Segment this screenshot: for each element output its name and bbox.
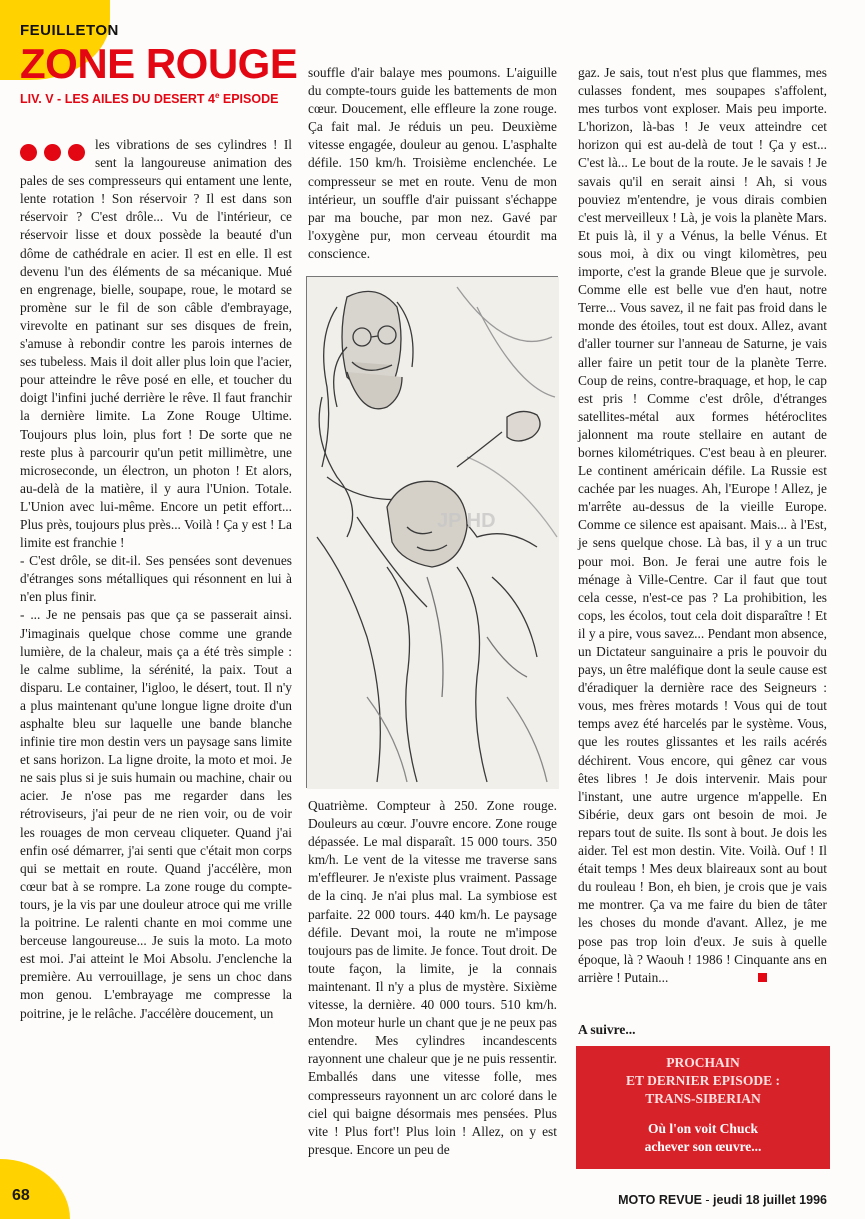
a-suivre-label: A suivre... (578, 1022, 636, 1037)
end-mark-icon (758, 973, 767, 982)
magazine-name: MOTO REVUE (618, 1193, 702, 1207)
paragraph-text: gaz. Je sais, tout n'est plus que flammes, mes culasses fondent, mes soupapes s'affolent, mes turbos vont exploser. Mais peu importe. L'horizon, là-bas ! Je veux atteindre cet horizon qui est au-delà de tout ! Ça y est... C'est là... Le bout de la route. Je le savais ! Je savais qu'il en serait ainsi ! Ah, si vous pouviez m'entendre, je vous dirais combien c'est merveilleux ! Là, je vois la planète Mars. Et puis là, il y a Vénus, la belle Vénus. Et sous moi, à dix ou vingt kilomètres, peu importe, c'est la grande Bleue que je survole. Comme elle est belle vue d'en haut, notre Terre... Vous savez, il ne fait pas froid dans le monde des étoiles, tout est doux. Allez, avant d'aller tourner sur l'anneau de Saturne, je vais aller faire un petit tour de la planète Terre. Coup de reins, contre-braquage, et hop, le cap est pris ! Comme c'est drôle, d'étranges satellites-métal aux formes hétéroclites jalonnent ma route stellaire en autant de bornes kilométriques. C'est beau à en pleurer. Le continent américain défile. La Russie est cachée par les nuages. Ah, l'Europe ! Allez, je m'arrête au-dessus de la vieille Europe. Comme ce silence est apaisant. Mais... à l'Est, je sens quelque chose. Là bas, il y a un truc pour moi. Bon. Je ferai une autre fois le ménage à Ville-Centre. Car il faut que tout cela cesse, n'est-ce pas ? La prohibition, les cops, les écolos, tout cela doit disparaître ! Et il y a pire, vous savez... Pendant mon absence, un Dictateur sanguinaire a pris le pouvoir du pays, un être maléfique dont la seule cause est d'éradiquer la dernière race des Seigneurs : vous, mes frères motards ! Vous qui de tout temps avez été harcelés par le système. Vous, que les routes glissantes et les rails acérés déchirent. Vous encore, qui gênez car vous êtes libres ! Je dois intervenir. Mais pour l'instant, une autre urgence m'appelle. En Sibérie, deux gars ont besoin de moi. Je repars tout de suite. Ils sont à bout. Je dois les aider. Tel est mon destin. Vite. Voilà. Ouf ! Il était temps ! Mes deux blaireaux sont au bout du rouleau ! Bon, eh bien, je crois que je vais me montrer. Ça va me faire du bien de tâter les choses du monde d'avant. Allez, je me pose pas trop loin d'eux. Je suis à quelle époque, là ? Waouh ! 1986 ! Cinquante ans en arrière ! Putain... (578, 65, 827, 985)
paragraph: Quatrième. Compteur à 250. Zone rouge. Douleurs au cœur. J'ouvre encore. Zone rouge dépassée. Le mal disparaît. 15 000 tours. 350 km/h. Le vent de la vitesse me traverse sans m'effleurer. Je n'existe plus vraiment. Passage de la cinq. Je n'ai plus mal. La symbiose est parfaite. 22 000 tours. 440 km/h. Le paysage défile. Devant moi, la route ne m'impose toujours pas de limite. Je fonce. Tout droit. De toute façon, la limite, je la connais maintenant. Il n'y a plus de mystère. Sixième vitesse, la dernière. 40 000 tours. 510 km/h. Mon moteur hurle un chant que je ne peux pas entendre. Mes cylindres incandescents rayonnent une chaleur que je ne puis ressentir. Emballés dans une vitesse folle, mes compresseurs rayonnent un arc coloré dans le ciel qui baigne désormais mes pensées. Plus vite ! Plus fort'! Plus loin ! Allez, on y est presque. Encore un peu de (308, 798, 557, 1157)
footer-separator: - (701, 1193, 714, 1207)
article-subtitle: LIV. V - LES AILES DU DESERT 4e EPISODE (20, 91, 279, 107)
promo-line: PROCHAIN (666, 1055, 740, 1070)
promo-line: Où l'on voit Chuck (648, 1121, 758, 1136)
bullet-dot-icon (44, 144, 61, 161)
footer-credit (618, 1193, 827, 1207)
paragraph: - ... Je ne pensais pas que ça se passerait ainsi. J'imaginais quelque chose comme une grande lumière, de la chaleur, mais ça a été très simple : le calme sublime, la sérénité, la paix. Tout a disparu. Le container, l'igloo, le désert, tout. Il n'y a plus maintenant qu'une longue ligne droite d'un asphalte bleu sur laquelle une bande blanche infinie tire mon destin vers un paysage sans limite et sans horizon. La ligne droite, la moto et moi. Je ne sais plus si je suis humain ou machine, chair ou acier. Je n'ose pas me regarder dans les rétroviseurs, j'ai peur de ne rien voir, ou de voir les rouages de mon cerveau cliqueter. Quand j'ai enfin osé démarrer, j'ai senti que c'était mon corps qui se mettait en route. Quand j'accélère, mon cœur bat à se rompre. La zone rouge du compte-tours, je la vis par une douleur atroce qui me vrille la poitrine. Le ralenti chante en moi comme une berceuse langoureuse... Je suis la moto. La moto est moi. J'ai atteint le Moi Absolu. J'enclenche la première. Au verrouillage, je sens un choc dans mon genou. L'embrayage me compresse la poitrine, je le relâche. J'accélère doucement, un (20, 607, 292, 1021)
bullet-dot-icon (68, 144, 85, 161)
column-1 (20, 136, 292, 1180)
promo-line: TRANS-SIBERIAN (645, 1091, 761, 1106)
paragraph: souffle d'air balaye mes poumons. L'aiguille du compte-tours guide les battements de mon cœur. Doucement, elle effleure la zone rouge. Ça fait mal. Je réduis un peu. Deuxième vitesse engagée, douleur au genou. L'asphalte défile. 150 km/h. Troisième enclenchée. Le compresseur se met en route. Venu de mon intérieur, un souffle d'air puissant s'échappe par ma bouche, par mon nez. Gavé par l'oxygène pur, mon cerveau étourdit ma conscience. (308, 65, 557, 261)
column-2-top (308, 64, 557, 274)
bullet-dot-icon (20, 144, 37, 161)
illustration (306, 276, 558, 788)
next-episode-box (576, 1046, 830, 1169)
promo-line: achever son œuvre... (644, 1139, 762, 1154)
bullet-dots (20, 144, 85, 161)
article-title: ZONE ROUGE (20, 40, 298, 87)
paragraph: - C'est drôle, se dit-il. Ses pensées sont devenues d'étranges sons métalliques qui résonnent en lui à n'en plus finir. (20, 553, 292, 605)
watermark: JP HD (437, 510, 496, 532)
paragraph: les vibrations de ses cylindres ! Il sent la langoureuse animation des pales de ses compresseurs qui entament une lente, lente rotation ! Son réservoir ? Il est dans son réservoir ? C'est drôle... Vu de l'intérieur, ce réservoir lisse et doux possède la beauté d'un dôme de cathédrale en acier. Il est en elle. Il est devenu l'un des éléments de sa mécanique. Mué en engrenage, bielle, soupape, roue, le motard se promène sur le fil de son câble d'embrayage, virevolte en patinant sur ses disques de frein, s'amuse à rebondir contre les parois internes de ses tubeless. Mais il doit aller plus loin que l'acier, pour atteindre le rêve posé en elle, et toucher du doigt l'infini juché derrière le rêve. Il faut franchir la dernière limite. La Zone Rouge Ultime. Toujours plus loin, plus fort ! De sorte que ne reste plus à parcourir qu'un petit millimètre, une microseconde, un électron, un photon ! Et alors, au-delà de la matière, il y aura l'Union. Totale. L'Union avec lui-même. Encore un petit effort... Plus près, toujours plus près... Voilà ! Ça y est ! La limite est franchie ! (20, 137, 292, 551)
page-number: 68 (12, 1187, 30, 1204)
promo-line: ET DERNIER EPISODE : (626, 1073, 780, 1088)
article-header (20, 22, 305, 106)
issue-date: jeudi 18 juillet 1996 (713, 1193, 827, 1207)
column-3 (578, 64, 827, 985)
illustration-drawing (307, 277, 559, 789)
paragraph (578, 64, 827, 987)
column-2-bottom (308, 797, 557, 1182)
section-kicker: FEUILLETON (20, 22, 119, 39)
